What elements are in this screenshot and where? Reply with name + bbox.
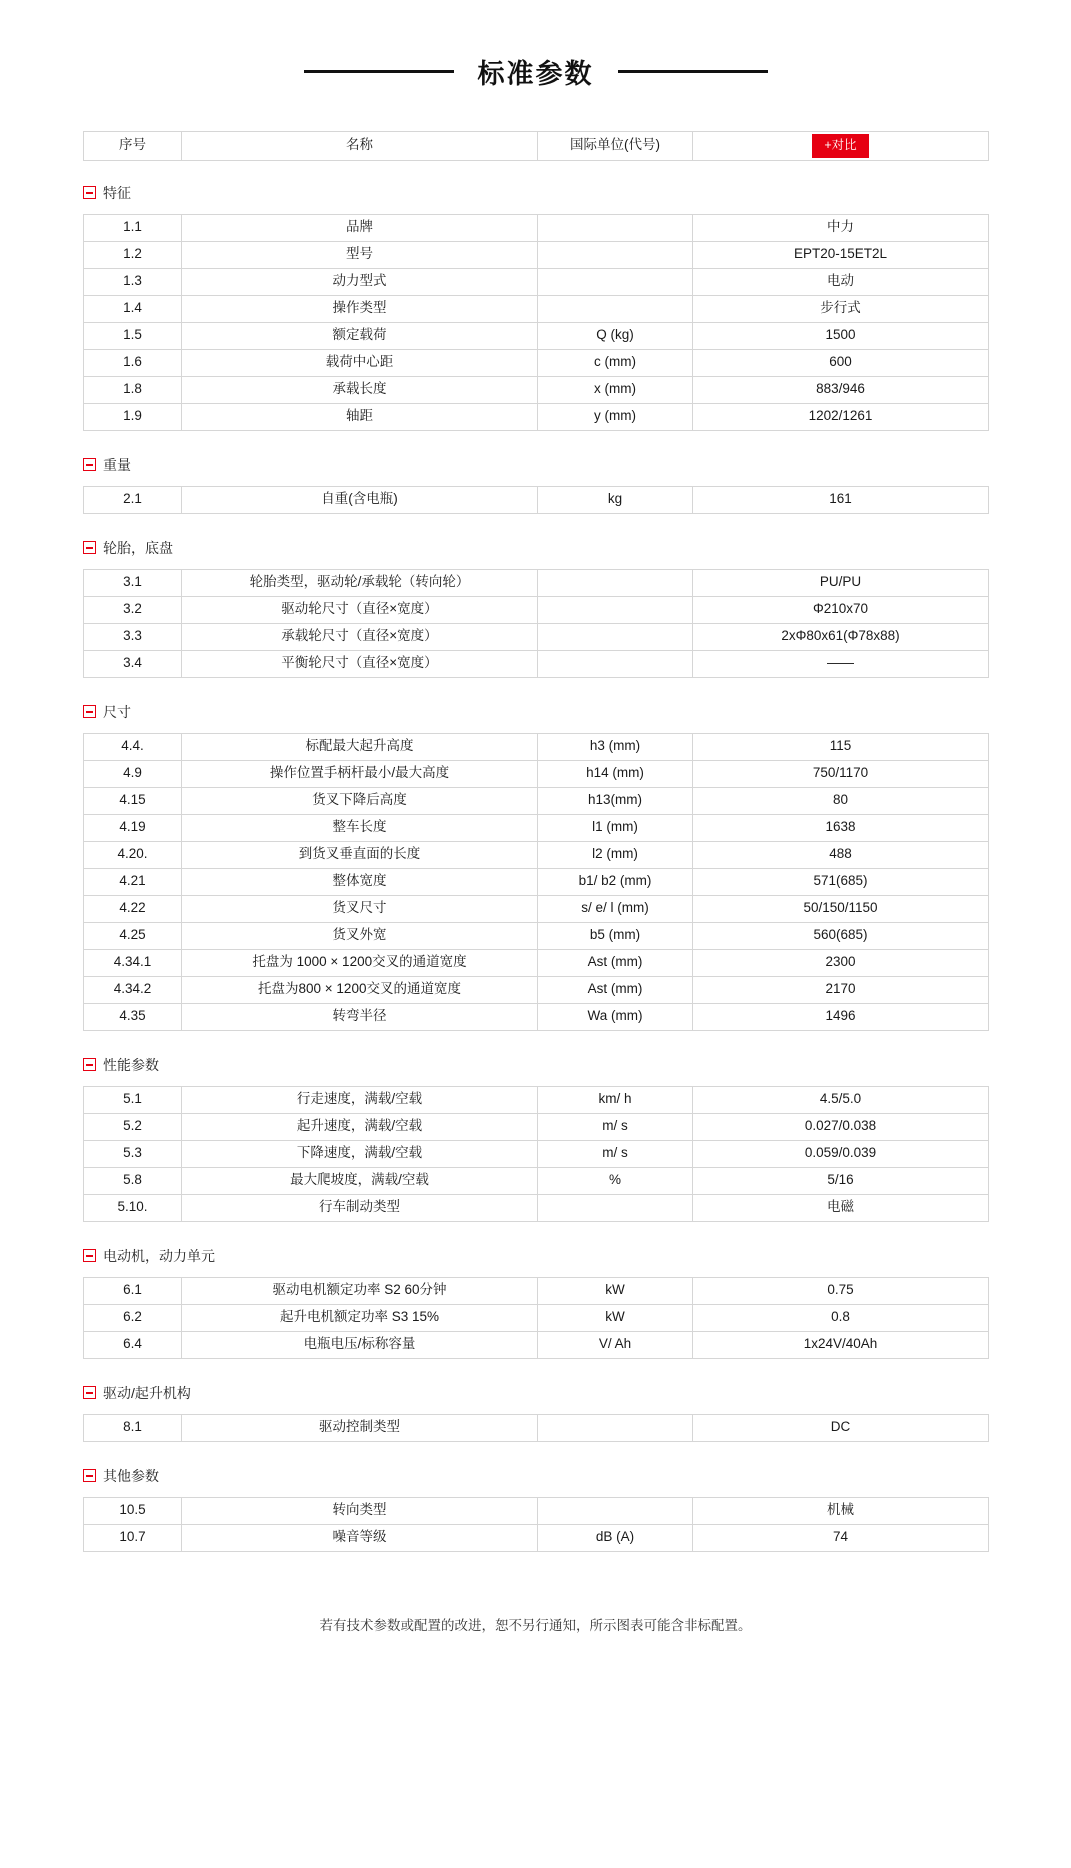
table-row bbox=[84, 1277, 989, 1304]
table-row bbox=[84, 733, 989, 760]
row-value: 2300 bbox=[693, 949, 989, 976]
footer-note: 若有技术参数或配置的改进，恕不另行通知，所示图表可能含非标配置。 bbox=[319, 1617, 752, 1633]
row-value: 2170 bbox=[693, 976, 989, 1003]
row-unit: Q (kg) bbox=[538, 322, 693, 349]
section-header[interactable] bbox=[83, 455, 988, 475]
row-name: 驱动轮尺寸（直径×宽度） bbox=[182, 596, 538, 623]
row-no: 3.3 bbox=[84, 623, 182, 650]
row-value: 74 bbox=[693, 1524, 989, 1551]
collapse-minus-icon[interactable] bbox=[83, 705, 96, 718]
row-unit: l2 (mm) bbox=[538, 841, 693, 868]
row-no: 10.7 bbox=[84, 1524, 182, 1551]
row-value: 50/150/1150 bbox=[693, 895, 989, 922]
row-unit: Ast (mm) bbox=[538, 949, 693, 976]
row-unit bbox=[538, 623, 693, 650]
row-unit: km/ h bbox=[538, 1086, 693, 1113]
row-unit bbox=[538, 1414, 693, 1441]
section-header[interactable] bbox=[83, 1466, 988, 1486]
row-value: 电动 bbox=[693, 268, 989, 295]
row-no: 5.8 bbox=[84, 1167, 182, 1194]
row-unit bbox=[538, 596, 693, 623]
row-name: 行车制动类型 bbox=[182, 1194, 538, 1221]
row-unit bbox=[538, 1194, 693, 1221]
row-no: 1.1 bbox=[84, 214, 182, 241]
row-unit: Ast (mm) bbox=[538, 976, 693, 1003]
row-unit bbox=[538, 650, 693, 677]
section-table-block bbox=[83, 1497, 988, 1552]
table-row bbox=[84, 949, 989, 976]
row-unit: b1/ b2 (mm) bbox=[538, 868, 693, 895]
section-header[interactable] bbox=[83, 538, 988, 558]
row-no: 4.21 bbox=[84, 868, 182, 895]
row-unit: c (mm) bbox=[538, 349, 693, 376]
table-row bbox=[84, 1497, 989, 1524]
table-row bbox=[84, 214, 989, 241]
row-name: 转弯半径 bbox=[182, 1003, 538, 1030]
table-row bbox=[84, 1167, 989, 1194]
section-table-block bbox=[83, 1086, 988, 1222]
table-row bbox=[84, 1331, 989, 1358]
table-row bbox=[84, 787, 989, 814]
title-rule-left bbox=[304, 70, 454, 73]
row-value: 115 bbox=[693, 733, 989, 760]
section-header[interactable] bbox=[83, 1383, 988, 1403]
row-value: 电磁 bbox=[693, 1194, 989, 1221]
page-title-bar bbox=[0, 0, 1071, 131]
row-name: 动力型式 bbox=[182, 268, 538, 295]
table-row bbox=[84, 376, 989, 403]
row-unit: x (mm) bbox=[538, 376, 693, 403]
row-name: 品牌 bbox=[182, 214, 538, 241]
table-row bbox=[84, 760, 989, 787]
row-value: 0.027/0.038 bbox=[693, 1113, 989, 1140]
sections-container bbox=[83, 183, 988, 1552]
row-value: PU/PU bbox=[693, 569, 989, 596]
row-value: EPT20-15ET2L bbox=[693, 241, 989, 268]
row-name: 整车长度 bbox=[182, 814, 538, 841]
table-row bbox=[84, 1304, 989, 1331]
row-name: 货叉外宽 bbox=[182, 922, 538, 949]
row-no: 4.9 bbox=[84, 760, 182, 787]
row-no: 4.34.2 bbox=[84, 976, 182, 1003]
row-value: 600 bbox=[693, 349, 989, 376]
row-no: 1.6 bbox=[84, 349, 182, 376]
compare-button[interactable]: +对比 bbox=[812, 134, 868, 158]
row-no: 5.2 bbox=[84, 1113, 182, 1140]
row-unit bbox=[538, 295, 693, 322]
table-row bbox=[84, 841, 989, 868]
row-name: 型号 bbox=[182, 241, 538, 268]
section-header[interactable] bbox=[83, 1055, 988, 1075]
row-unit: h3 (mm) bbox=[538, 733, 693, 760]
row-value: 1500 bbox=[693, 322, 989, 349]
row-no: 8.1 bbox=[84, 1414, 182, 1441]
table-row bbox=[84, 1113, 989, 1140]
spec-table bbox=[83, 214, 989, 431]
spec-header-table bbox=[83, 131, 989, 161]
section-title: 重量 bbox=[103, 456, 131, 473]
row-name: 起升电机额定功率 S3 15% bbox=[182, 1304, 538, 1331]
table-row bbox=[84, 241, 989, 268]
compare-cell bbox=[693, 132, 989, 161]
section-table-block bbox=[83, 1414, 988, 1442]
row-name: 最大爬坡度，满载/空载 bbox=[182, 1167, 538, 1194]
row-value: 步行式 bbox=[693, 295, 989, 322]
row-value: 中力 bbox=[693, 214, 989, 241]
table-row bbox=[84, 895, 989, 922]
collapse-minus-icon[interactable] bbox=[83, 1058, 96, 1071]
row-unit bbox=[538, 214, 693, 241]
section-table-block bbox=[83, 569, 988, 678]
row-value: 161 bbox=[693, 486, 989, 513]
row-unit bbox=[538, 268, 693, 295]
spec-table bbox=[83, 486, 989, 514]
row-value: 1x24V/40Ah bbox=[693, 1331, 989, 1358]
collapse-minus-icon[interactable] bbox=[83, 458, 96, 471]
column-header-no: 序号 bbox=[84, 132, 182, 161]
row-name: 轴距 bbox=[182, 403, 538, 430]
row-no: 5.1 bbox=[84, 1086, 182, 1113]
row-no: 1.5 bbox=[84, 322, 182, 349]
row-value: 0.75 bbox=[693, 1277, 989, 1304]
row-unit: m/ s bbox=[538, 1113, 693, 1140]
row-no: 5.10. bbox=[84, 1194, 182, 1221]
column-header-unit: 国际单位(代号) bbox=[538, 132, 693, 161]
row-name: 操作类型 bbox=[182, 295, 538, 322]
table-row bbox=[84, 322, 989, 349]
row-unit bbox=[538, 569, 693, 596]
row-value: —— bbox=[693, 650, 989, 677]
row-name: 承载轮尺寸（直径×宽度） bbox=[182, 623, 538, 650]
row-name: 托盘为800 × 1200交叉的通道宽度 bbox=[182, 976, 538, 1003]
row-no: 6.4 bbox=[84, 1331, 182, 1358]
row-name: 额定载荷 bbox=[182, 322, 538, 349]
spec-table bbox=[83, 1277, 989, 1359]
spec-sheet bbox=[83, 131, 988, 1660]
spec-table bbox=[83, 1086, 989, 1222]
table-row bbox=[84, 268, 989, 295]
row-unit: kg bbox=[538, 486, 693, 513]
row-no: 1.3 bbox=[84, 268, 182, 295]
table-header-row bbox=[84, 132, 989, 161]
row-no: 4.34.1 bbox=[84, 949, 182, 976]
row-no: 1.4 bbox=[84, 295, 182, 322]
row-value: 2xΦ80x61(Φ78x88) bbox=[693, 623, 989, 650]
row-no: 4.15 bbox=[84, 787, 182, 814]
table-row bbox=[84, 1140, 989, 1167]
row-value: 5/16 bbox=[693, 1167, 989, 1194]
row-unit: dB (A) bbox=[538, 1524, 693, 1551]
row-no: 4.25 bbox=[84, 922, 182, 949]
spec-table bbox=[83, 1414, 989, 1442]
row-value: 80 bbox=[693, 787, 989, 814]
row-unit: % bbox=[538, 1167, 693, 1194]
row-value: 0.059/0.039 bbox=[693, 1140, 989, 1167]
table-row bbox=[84, 922, 989, 949]
table-row bbox=[84, 868, 989, 895]
section-title: 特征 bbox=[103, 184, 131, 201]
row-name: 电瓶电压/标称容量 bbox=[182, 1331, 538, 1358]
spec-table bbox=[83, 1497, 989, 1552]
row-unit: Wa (mm) bbox=[538, 1003, 693, 1030]
row-name: 平衡轮尺寸（直径×宽度） bbox=[182, 650, 538, 677]
table-row bbox=[84, 1086, 989, 1113]
row-unit: s/ e/ l (mm) bbox=[538, 895, 693, 922]
row-value: 4.5/5.0 bbox=[693, 1086, 989, 1113]
section-title: 轮胎，底盘 bbox=[103, 539, 173, 556]
title-rule-right bbox=[618, 70, 768, 73]
table-row bbox=[84, 349, 989, 376]
row-value: 1638 bbox=[693, 814, 989, 841]
row-value: 1202/1261 bbox=[693, 403, 989, 430]
spec-table bbox=[83, 733, 989, 1031]
row-unit: V/ Ah bbox=[538, 1331, 693, 1358]
row-unit: b5 (mm) bbox=[538, 922, 693, 949]
table-row bbox=[84, 295, 989, 322]
row-unit: kW bbox=[538, 1304, 693, 1331]
section-table-block bbox=[83, 214, 988, 431]
row-no: 10.5 bbox=[84, 1497, 182, 1524]
row-unit: kW bbox=[538, 1277, 693, 1304]
row-name: 驱动控制类型 bbox=[182, 1414, 538, 1441]
row-unit bbox=[538, 1497, 693, 1524]
section-table-block bbox=[83, 486, 988, 514]
table-row bbox=[84, 486, 989, 513]
section-title: 性能参数 bbox=[103, 1056, 159, 1073]
row-no: 4.19 bbox=[84, 814, 182, 841]
row-no: 3.4 bbox=[84, 650, 182, 677]
collapse-minus-icon[interactable] bbox=[83, 1469, 96, 1482]
section-title: 尺寸 bbox=[103, 703, 131, 720]
row-name: 自重(含电瓶) bbox=[182, 486, 538, 513]
collapse-minus-icon[interactable] bbox=[83, 186, 96, 199]
row-no: 3.1 bbox=[84, 569, 182, 596]
section-title: 其他参数 bbox=[103, 1467, 159, 1484]
collapse-minus-icon[interactable] bbox=[83, 541, 96, 554]
section-table-block bbox=[83, 733, 988, 1031]
row-value: DC bbox=[693, 1414, 989, 1441]
section-table-block bbox=[83, 1277, 988, 1359]
row-unit: y (mm) bbox=[538, 403, 693, 430]
column-header-name: 名称 bbox=[182, 132, 538, 161]
row-no: 1.8 bbox=[84, 376, 182, 403]
row-name: 驱动电机额定功率 S2 60分钟 bbox=[182, 1277, 538, 1304]
row-name: 转向类型 bbox=[182, 1497, 538, 1524]
spec-table bbox=[83, 569, 989, 678]
section-header[interactable] bbox=[83, 1246, 988, 1266]
row-name: 行走速度，满载/空载 bbox=[182, 1086, 538, 1113]
row-name: 到货叉垂直面的长度 bbox=[182, 841, 538, 868]
table-row bbox=[84, 623, 989, 650]
row-value: 560(685) bbox=[693, 922, 989, 949]
row-value: 883/946 bbox=[693, 376, 989, 403]
row-name: 整体宽度 bbox=[182, 868, 538, 895]
row-no: 4.22 bbox=[84, 895, 182, 922]
row-value: 488 bbox=[693, 841, 989, 868]
row-name: 标配最大起升高度 bbox=[182, 733, 538, 760]
row-name: 噪音等级 bbox=[182, 1524, 538, 1551]
row-value: Φ210x70 bbox=[693, 596, 989, 623]
row-value: 机械 bbox=[693, 1497, 989, 1524]
row-no: 3.2 bbox=[84, 596, 182, 623]
row-name: 下降速度，满载/空载 bbox=[182, 1140, 538, 1167]
row-no: 6.1 bbox=[84, 1277, 182, 1304]
table-row bbox=[84, 1414, 989, 1441]
row-name: 起升速度，满载/空载 bbox=[182, 1113, 538, 1140]
row-unit: l1 (mm) bbox=[538, 814, 693, 841]
table-row bbox=[84, 569, 989, 596]
section-header[interactable] bbox=[83, 702, 988, 722]
collapse-minus-icon[interactable] bbox=[83, 1249, 96, 1262]
row-name: 轮胎类型，驱动轮/承载轮（转向轮） bbox=[182, 569, 538, 596]
row-unit bbox=[538, 241, 693, 268]
row-unit: m/ s bbox=[538, 1140, 693, 1167]
table-row bbox=[84, 403, 989, 430]
row-unit: h13(mm) bbox=[538, 787, 693, 814]
row-no: 4.35 bbox=[84, 1003, 182, 1030]
row-no: 2.1 bbox=[84, 486, 182, 513]
row-name: 承载长度 bbox=[182, 376, 538, 403]
table-row bbox=[84, 814, 989, 841]
row-name: 操作位置手柄杆最小/最大高度 bbox=[182, 760, 538, 787]
collapse-minus-icon[interactable] bbox=[83, 1386, 96, 1399]
table-row bbox=[84, 1003, 989, 1030]
row-value: 0.8 bbox=[693, 1304, 989, 1331]
row-value: 571(685) bbox=[693, 868, 989, 895]
page-title: 标准参数 bbox=[477, 59, 594, 90]
row-value: 750/1170 bbox=[693, 760, 989, 787]
row-value: 1496 bbox=[693, 1003, 989, 1030]
row-name: 货叉尺寸 bbox=[182, 895, 538, 922]
row-unit: h14 (mm) bbox=[538, 760, 693, 787]
row-no: 4.4. bbox=[84, 733, 182, 760]
row-name: 载荷中心距 bbox=[182, 349, 538, 376]
section-title: 驱动/起升机构 bbox=[103, 1384, 191, 1401]
section-title: 电动机，动力单元 bbox=[103, 1247, 215, 1264]
table-row bbox=[84, 650, 989, 677]
row-no: 6.2 bbox=[84, 1304, 182, 1331]
row-name: 货叉下降后高度 bbox=[182, 787, 538, 814]
table-row bbox=[84, 1194, 989, 1221]
table-row bbox=[84, 1524, 989, 1551]
row-name: 托盘为 1000 × 1200交叉的通道宽度 bbox=[182, 949, 538, 976]
row-no: 1.9 bbox=[84, 403, 182, 430]
section-header[interactable] bbox=[83, 183, 988, 203]
table-row bbox=[84, 976, 989, 1003]
table-row bbox=[84, 596, 989, 623]
row-no: 1.2 bbox=[84, 241, 182, 268]
row-no: 4.20. bbox=[84, 841, 182, 868]
row-no: 5.3 bbox=[84, 1140, 182, 1167]
